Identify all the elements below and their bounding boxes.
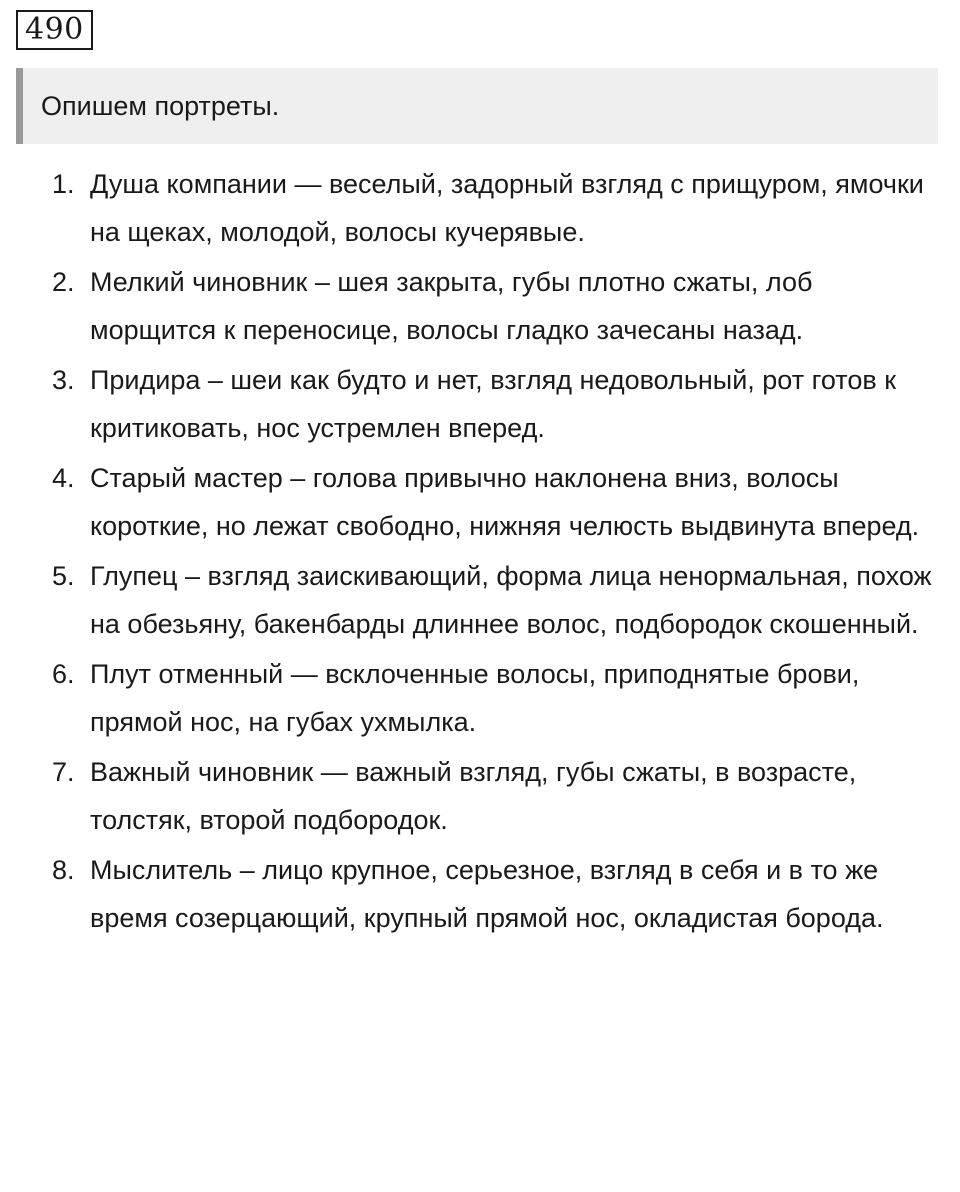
list-item-number: 6. bbox=[52, 659, 75, 689]
list-item-text: Важный чиновник — важный взгляд, губы сжаты, в возрасте, толстяк, второй подбородок. bbox=[90, 757, 857, 835]
answer-list bbox=[0, 160, 960, 944]
list-item-number: 8. bbox=[52, 855, 75, 885]
list-item bbox=[0, 846, 960, 942]
list-item-number: 7. bbox=[52, 757, 75, 787]
list-item bbox=[0, 552, 960, 648]
list-item bbox=[0, 258, 960, 354]
list-item-text: Плут отменный — всклоченные волосы, приподнятые брови, прямой нос, на губах ухмылка. bbox=[90, 659, 860, 737]
list-item bbox=[0, 356, 960, 452]
task-number-badge: 490 bbox=[16, 10, 93, 50]
instruction-callout bbox=[16, 68, 938, 144]
list-item-number: 3. bbox=[52, 365, 75, 395]
list-item bbox=[0, 650, 960, 746]
list-item-text: Глупец – взгляд заискивающий, форма лица ненормальная, похож на обезьяну, бакенбарды длиннее волос, подбородок скошенный. bbox=[90, 561, 932, 639]
list-item-number: 4. bbox=[52, 463, 75, 493]
list-item-text: Мыслитель – лицо крупное, серьезное, взгляд в себя и в то же время созерцающий, крупный прямой нос, окладистая борода. bbox=[90, 855, 884, 933]
list-item-number: 2. bbox=[52, 267, 75, 297]
list-item bbox=[0, 160, 960, 256]
instruction-text: Опишем портреты. bbox=[41, 91, 280, 121]
list-item-number: 5. bbox=[52, 561, 75, 591]
list-item-text: Придира – шеи как будто и нет, взгляд недовольный, рот готов к критиковать, нос устремлен вперед. bbox=[90, 365, 897, 443]
list-item bbox=[0, 748, 960, 844]
list-item bbox=[0, 454, 960, 550]
list-item-number: 1. bbox=[52, 169, 75, 199]
list-item-text: Душа компании — веселый, задорный взгляд с прищуром, ямочки на щеках, молодой, волосы кучерявые. bbox=[90, 169, 924, 247]
list-item-text: Мелкий чиновник – шея закрыта, губы плотно сжаты, лоб морщится к переносице, волосы гладко зачесаны назад. bbox=[90, 267, 813, 345]
list-item-text: Старый мастер – голова привычно наклонена вниз, волосы короткие, но лежат свободно, нижняя челюсть выдвинута вперед. bbox=[90, 463, 920, 541]
